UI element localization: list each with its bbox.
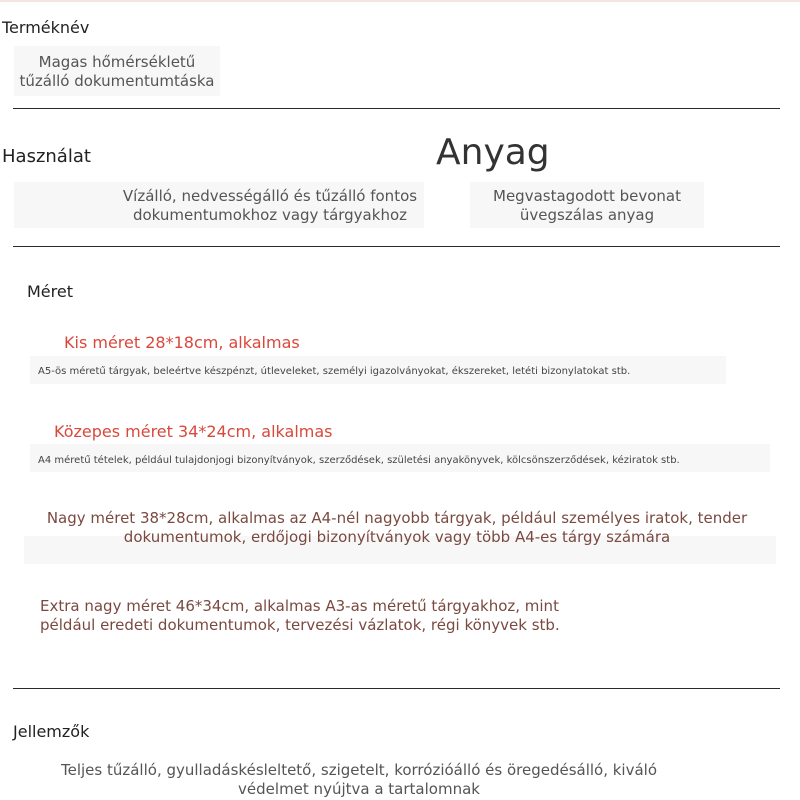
product-label: Terméknév (2, 18, 90, 37)
product-name-line1: Magas hőmérsékletű (38, 53, 196, 71)
size-xl-line2: például eredeti dokumentumok, tervezési vázlatok, régi könyvek stb. (40, 616, 560, 634)
features-label: Jellemzők (13, 722, 90, 741)
size-label: Méret (27, 282, 73, 301)
material-label: Anyag (436, 132, 550, 173)
usage-text-line2: dokumentumokhoz vagy tárgyakhoz (132, 206, 407, 224)
size-small-desc: A5-ös méretű tárgyak, beleértve készpénzt, útleveleket, személyi igazolványokat, ékszereket, letéti bizonylatokat stb. (38, 366, 631, 377)
material-text-line1: Megvastagodott bevonat (493, 187, 681, 205)
size-large-line1: Nagy méret 38*28cm, alkalmas az A4-nél nagyobb tárgyak, például személyes iratok, tender (46, 509, 748, 527)
usage-text-line1: Vízálló, nedvességálló és tűzálló fontos (122, 187, 418, 205)
features-text-line2: védelmet nyújtva a tartalomnak (238, 780, 480, 798)
material-text-line2: üvegszálas anyag (519, 206, 655, 224)
divider-2 (13, 246, 780, 247)
features-text-line1: Teljes tűzálló, gyulladáskésleltető, szigetelt, korrózióálló és öregedésálló, kiváló (60, 761, 658, 779)
size-small-title: Kis méret 28*18cm, alkalmas (64, 333, 300, 352)
product-name-line2: tűzálló dokumentumtáska (19, 72, 215, 90)
size-large-line2: dokumentumok, erdőjogi bizonyítványok vagy több A4-es tárgy számára (123, 528, 671, 546)
divider-1 (13, 108, 780, 109)
size-medium-title: Közepes méret 34*24cm, alkalmas (54, 422, 333, 441)
divider-3 (13, 688, 780, 689)
size-medium-desc: A4 méretű tételek, például tulajdonjogi bizonyítványok, szerződések, születési anyakönyvek, kölcsönszerződések, kéziratok stb. (38, 455, 680, 466)
usage-label: Használat (2, 146, 91, 167)
top-border (0, 0, 800, 2)
size-xl-line1: Extra nagy méret 46*34cm, alkalmas A3-as méretű tárgyakhoz, mint (40, 597, 559, 615)
